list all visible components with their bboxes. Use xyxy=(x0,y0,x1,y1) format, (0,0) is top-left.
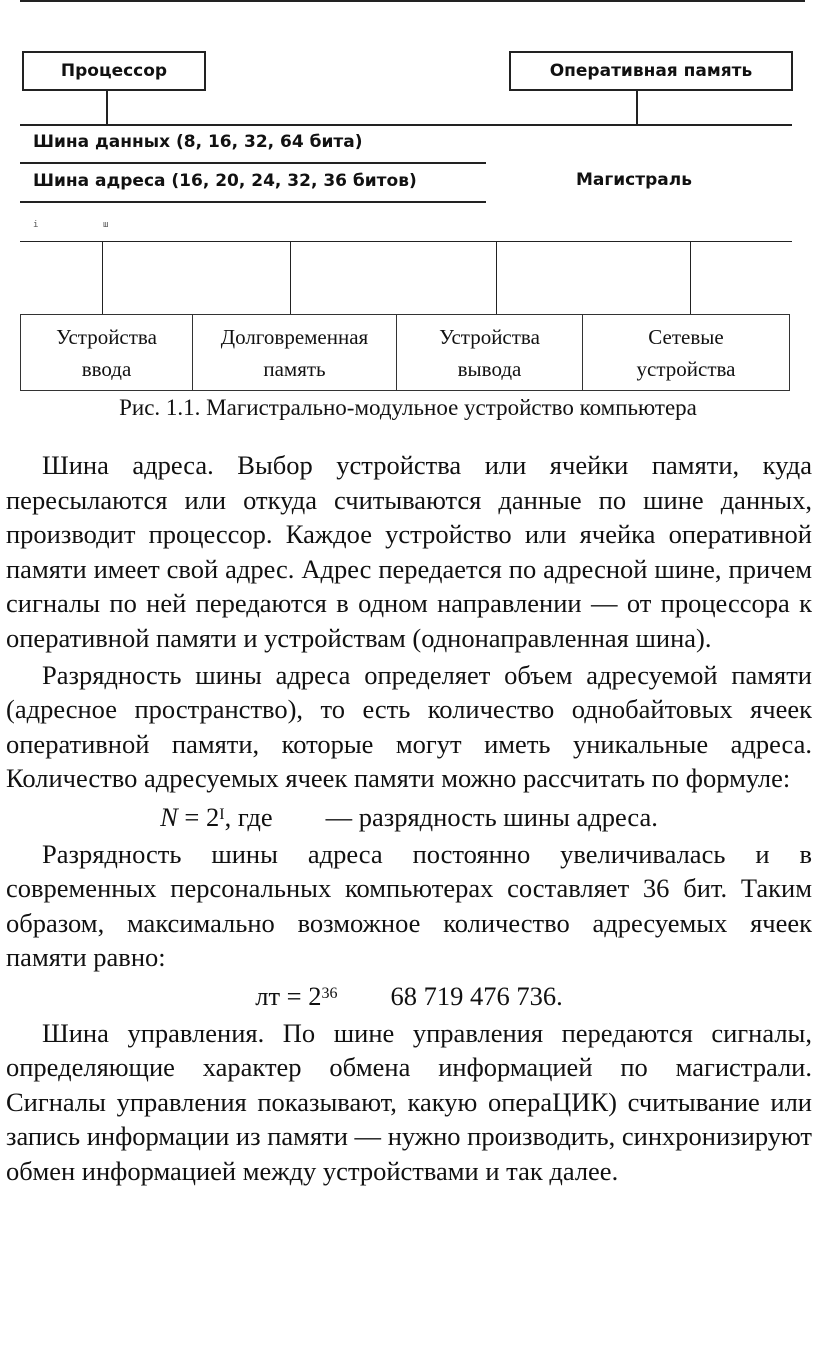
bus-marker-1: i xyxy=(33,220,39,230)
backbone-diagram xyxy=(0,0,816,430)
device-connector-4 xyxy=(690,241,691,314)
ram-connector xyxy=(636,89,638,125)
paragraph-address-bus: Шина адреса. Выбор устройства или ячейки памяти, куда пересылаются или откуда считываются данные по шине данных, производит процессор. Каждое устройство или ячейка оперативной памяти имеет свой адрес. Адрес передается по адресной шине, причем сигналы по ней передаются в одном направлении — от процессора к оперативной памяти и устройствам (однонаправленная шина). xyxy=(6,450,812,653)
ram-box xyxy=(509,51,793,91)
paragraph-width-growth: Разрядность шины адреса постоянно увеличивалась и в современных персональных компьютерах составляет 36 бит. Таким образом, максимально возможное количество адресуемых ячеек памяти равно: xyxy=(6,838,812,973)
address-bus-label: Шина адреса (16, 20, 24, 32, 36 битов) xyxy=(33,171,417,191)
device-storage: Долговременная память xyxy=(193,315,397,390)
device-connector-1 xyxy=(102,241,103,314)
formula-variable: N xyxy=(160,801,178,832)
device-connector-2 xyxy=(290,241,291,314)
devices-row xyxy=(20,314,790,391)
figure-caption: Рис. 1.1. Магистрально-модульное устройство компьютера xyxy=(119,395,697,420)
processor-connector xyxy=(106,89,108,125)
paragraph-address-width: Разрядность шины адреса определяет объем адресуемой памяти (адресное пространство), то есть количество однобайтовых ячеек оперативной памяти, которые могут иметь уникальные адреса. Количество адресуемых ячеек памяти можно рассчитать по формуле: xyxy=(6,659,812,794)
paragraph-control-bus: Шина управления. По шине управления передаются сигналы, определяющие характер обмена информацией по магистрали. Сигналы управления показывают, какую операЦИК) считывание или запись информации из памяти — нужно производить, синхронизируют обмен информацией между устройствами и так далее. xyxy=(6,1017,812,1186)
formula-max-cells xyxy=(6,979,812,1014)
body-text xyxy=(6,448,812,1190)
control-bus-line xyxy=(20,241,792,242)
top-rule xyxy=(20,0,805,2)
formula2-exponent: 36 xyxy=(321,984,338,1002)
formula-address-count xyxy=(6,800,812,835)
formula-equals: = 2 xyxy=(177,801,220,832)
processor-label: Процессор xyxy=(60,61,168,81)
device-input: Устройства ввода xyxy=(21,315,193,390)
backbone-label: Магистраль xyxy=(576,170,692,190)
formula2-lhs: лт = 2 xyxy=(255,980,322,1011)
device-network: Сетевые устройства xyxy=(636,324,736,381)
device-output: Устройства вывода xyxy=(397,315,583,390)
data-bus-line xyxy=(20,162,486,164)
processor-box xyxy=(22,51,206,91)
device-connector-3 xyxy=(496,241,497,314)
address-bus-line xyxy=(20,201,486,203)
formula2-result: 68 719 476 736. xyxy=(337,980,563,1011)
main-bus-line xyxy=(20,124,792,126)
formula-description: , где — разрядность шины адреса. xyxy=(224,801,658,832)
data-bus-label: Шина данных (8, 16, 32, 64 бита) xyxy=(33,132,363,152)
bus-marker-2: ш xyxy=(103,220,109,230)
formula-exponent: I xyxy=(219,805,225,823)
ram-label: Оперативная память xyxy=(549,61,753,81)
